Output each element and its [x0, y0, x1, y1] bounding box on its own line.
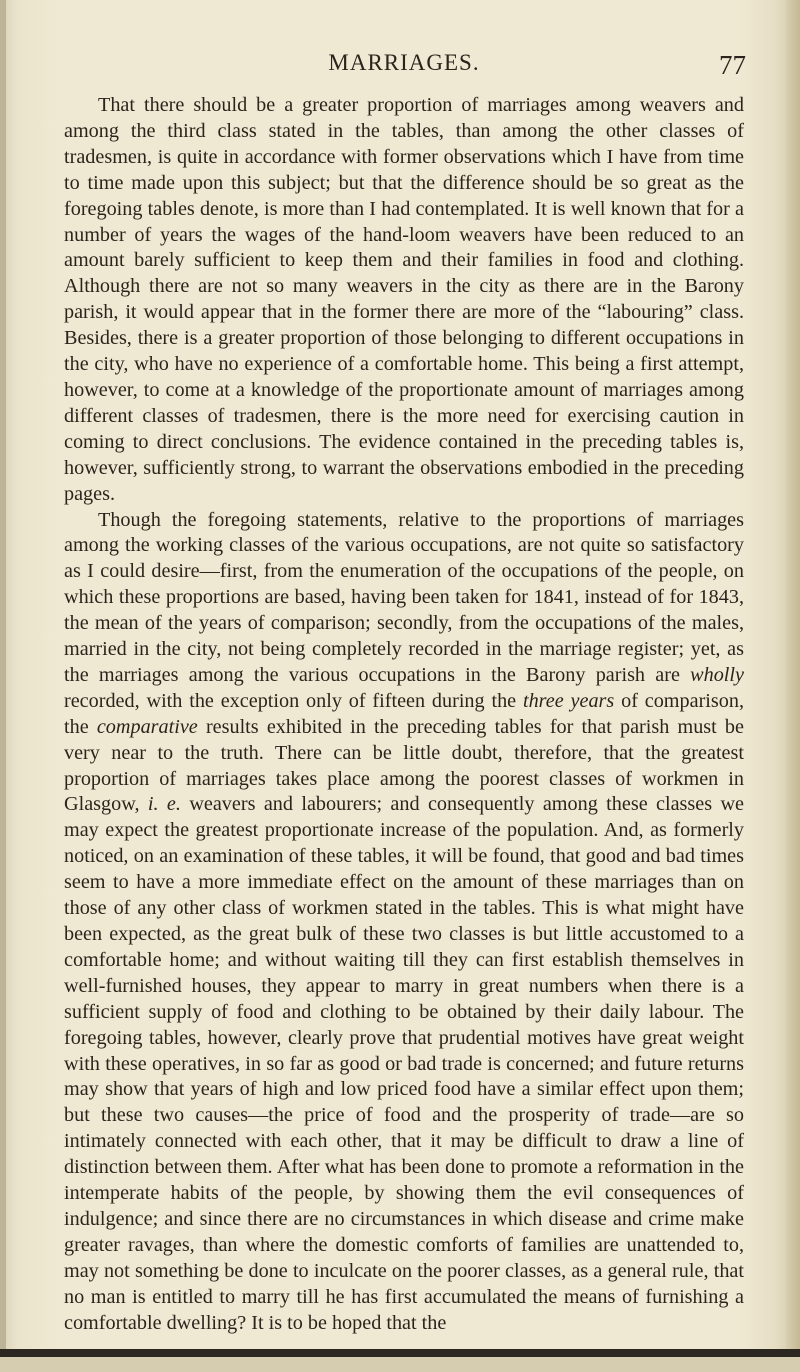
italic-ie: i. e. [147, 793, 181, 816]
paragraph-2-text-b: recorded, with the exception only of fifteen during the [64, 689, 523, 712]
page-bottom-edge [0, 1349, 800, 1357]
paragraph-1: That there should be a greater proportion of marriages among weavers and among the third class stated in the tables, than among the other classes of tradesmen, is quite in accordance with former observations which I have from time to time made upon this subject; but that the difference should be so great as the foregoing tables denote, is more than I had contemplated. It is well known that for a number of years the wages of the hand-loom weavers have been reduced to an amount barely sufficient to keep them and their families in food and clothing. Although there are not so many weavers in the city as there are in the Barony parish, it would appear that in the former there are more of the “labouring” class. Besides, there is a greater proportion of those belonging to different occupations in the city, who have no experience of a comfortable home. This being a first attempt, however, to come at a knowledge of the proportionate amount of marriages among different classes of tradesmen, there is the more need for exercising caution in coming to direct conclusions. The evidence contained in the preceding tables is, however, sufficiently strong, to warrant the observations embodied in the preceding pages. [64, 94, 744, 505]
page-header [64, 50, 744, 86]
paragraph-2-text-a: Though the foregoing statements, relative to the proportions of marriages among the working classes of the various occupations, are not quite so satisfactory as I could desire—first, from the enumeration of the occupations of the people, on which these proportions are based, having been taken for 1841, instead of for 1843, the mean of the years of comparison; secondly, from the occupations of the males, married in the city, not being completely recorded in the marriage register; yet, as the marriages among the various occupations in the Barony parish are [64, 508, 744, 686]
paragraph-2-text-c: of comparison, the [64, 689, 744, 738]
page-edge-shadow [786, 0, 800, 1372]
paragraph-2-text-e: weavers and labourers; and consequently among these classes we may expect the greatest proportionate increase of the population. And, as formerly noticed, on an examination of these tables, it will be found, that good and bad times seem to have a more immediate effect on the amount of these marriages than on those of any other class of workmen stated in the tables. This is what might have been expected, as the great bulk of these two classes is but little accustomed to a comfortable home; and without waiting till they can first establish themselves in well-furnished houses, they appear to marry in great numbers when there is a sufficient supply of food and clothing to be obtained by their daily labour. The foregoing tables, however, clearly prove that prudential motives have great weight with these operatives, in so far as good or bad trade is concerned; and future returns may show that years of high and low priced food have a similar effect upon them; but these two causes—the price of food and the prosperity of trade—are so intimately connected with each other, that it may be difficult to draw a line of distinction between them. After what has been done to promote a reformation in the intemperate habits of the people, by showing them the evil consequences of indulgence; and since there are no circumstances in which disease and crime make greater ravages, than where the domestic comforts of families are unattended to, may not something be done to inculcate on the poorer classes, as a general rule, that no man is entitled to marry till he has first accumulated the means of furnishing a comfortable dwelling? It is to be hoped that the [64, 793, 744, 1334]
paragraph-2-text-d: results exhibited in the preceding tables for that parish must be very near to the truth. There can be little doubt, therefore, that the greatest proportion of marriages takes place among the poorest classes of workmen in Glasgow, [64, 715, 744, 816]
body-text [64, 93, 744, 1337]
italic-comparative: comparative [96, 715, 198, 738]
page-bottom-shadow [0, 1357, 800, 1372]
paragraph-2 [64, 508, 744, 1337]
italic-three-years: three years [522, 689, 615, 712]
italic-wholly: wholly [690, 663, 744, 686]
page-gutter-shadow [0, 0, 6, 1372]
page-number: 77 [719, 50, 746, 80]
running-title: MARRIAGES. [328, 50, 480, 75]
